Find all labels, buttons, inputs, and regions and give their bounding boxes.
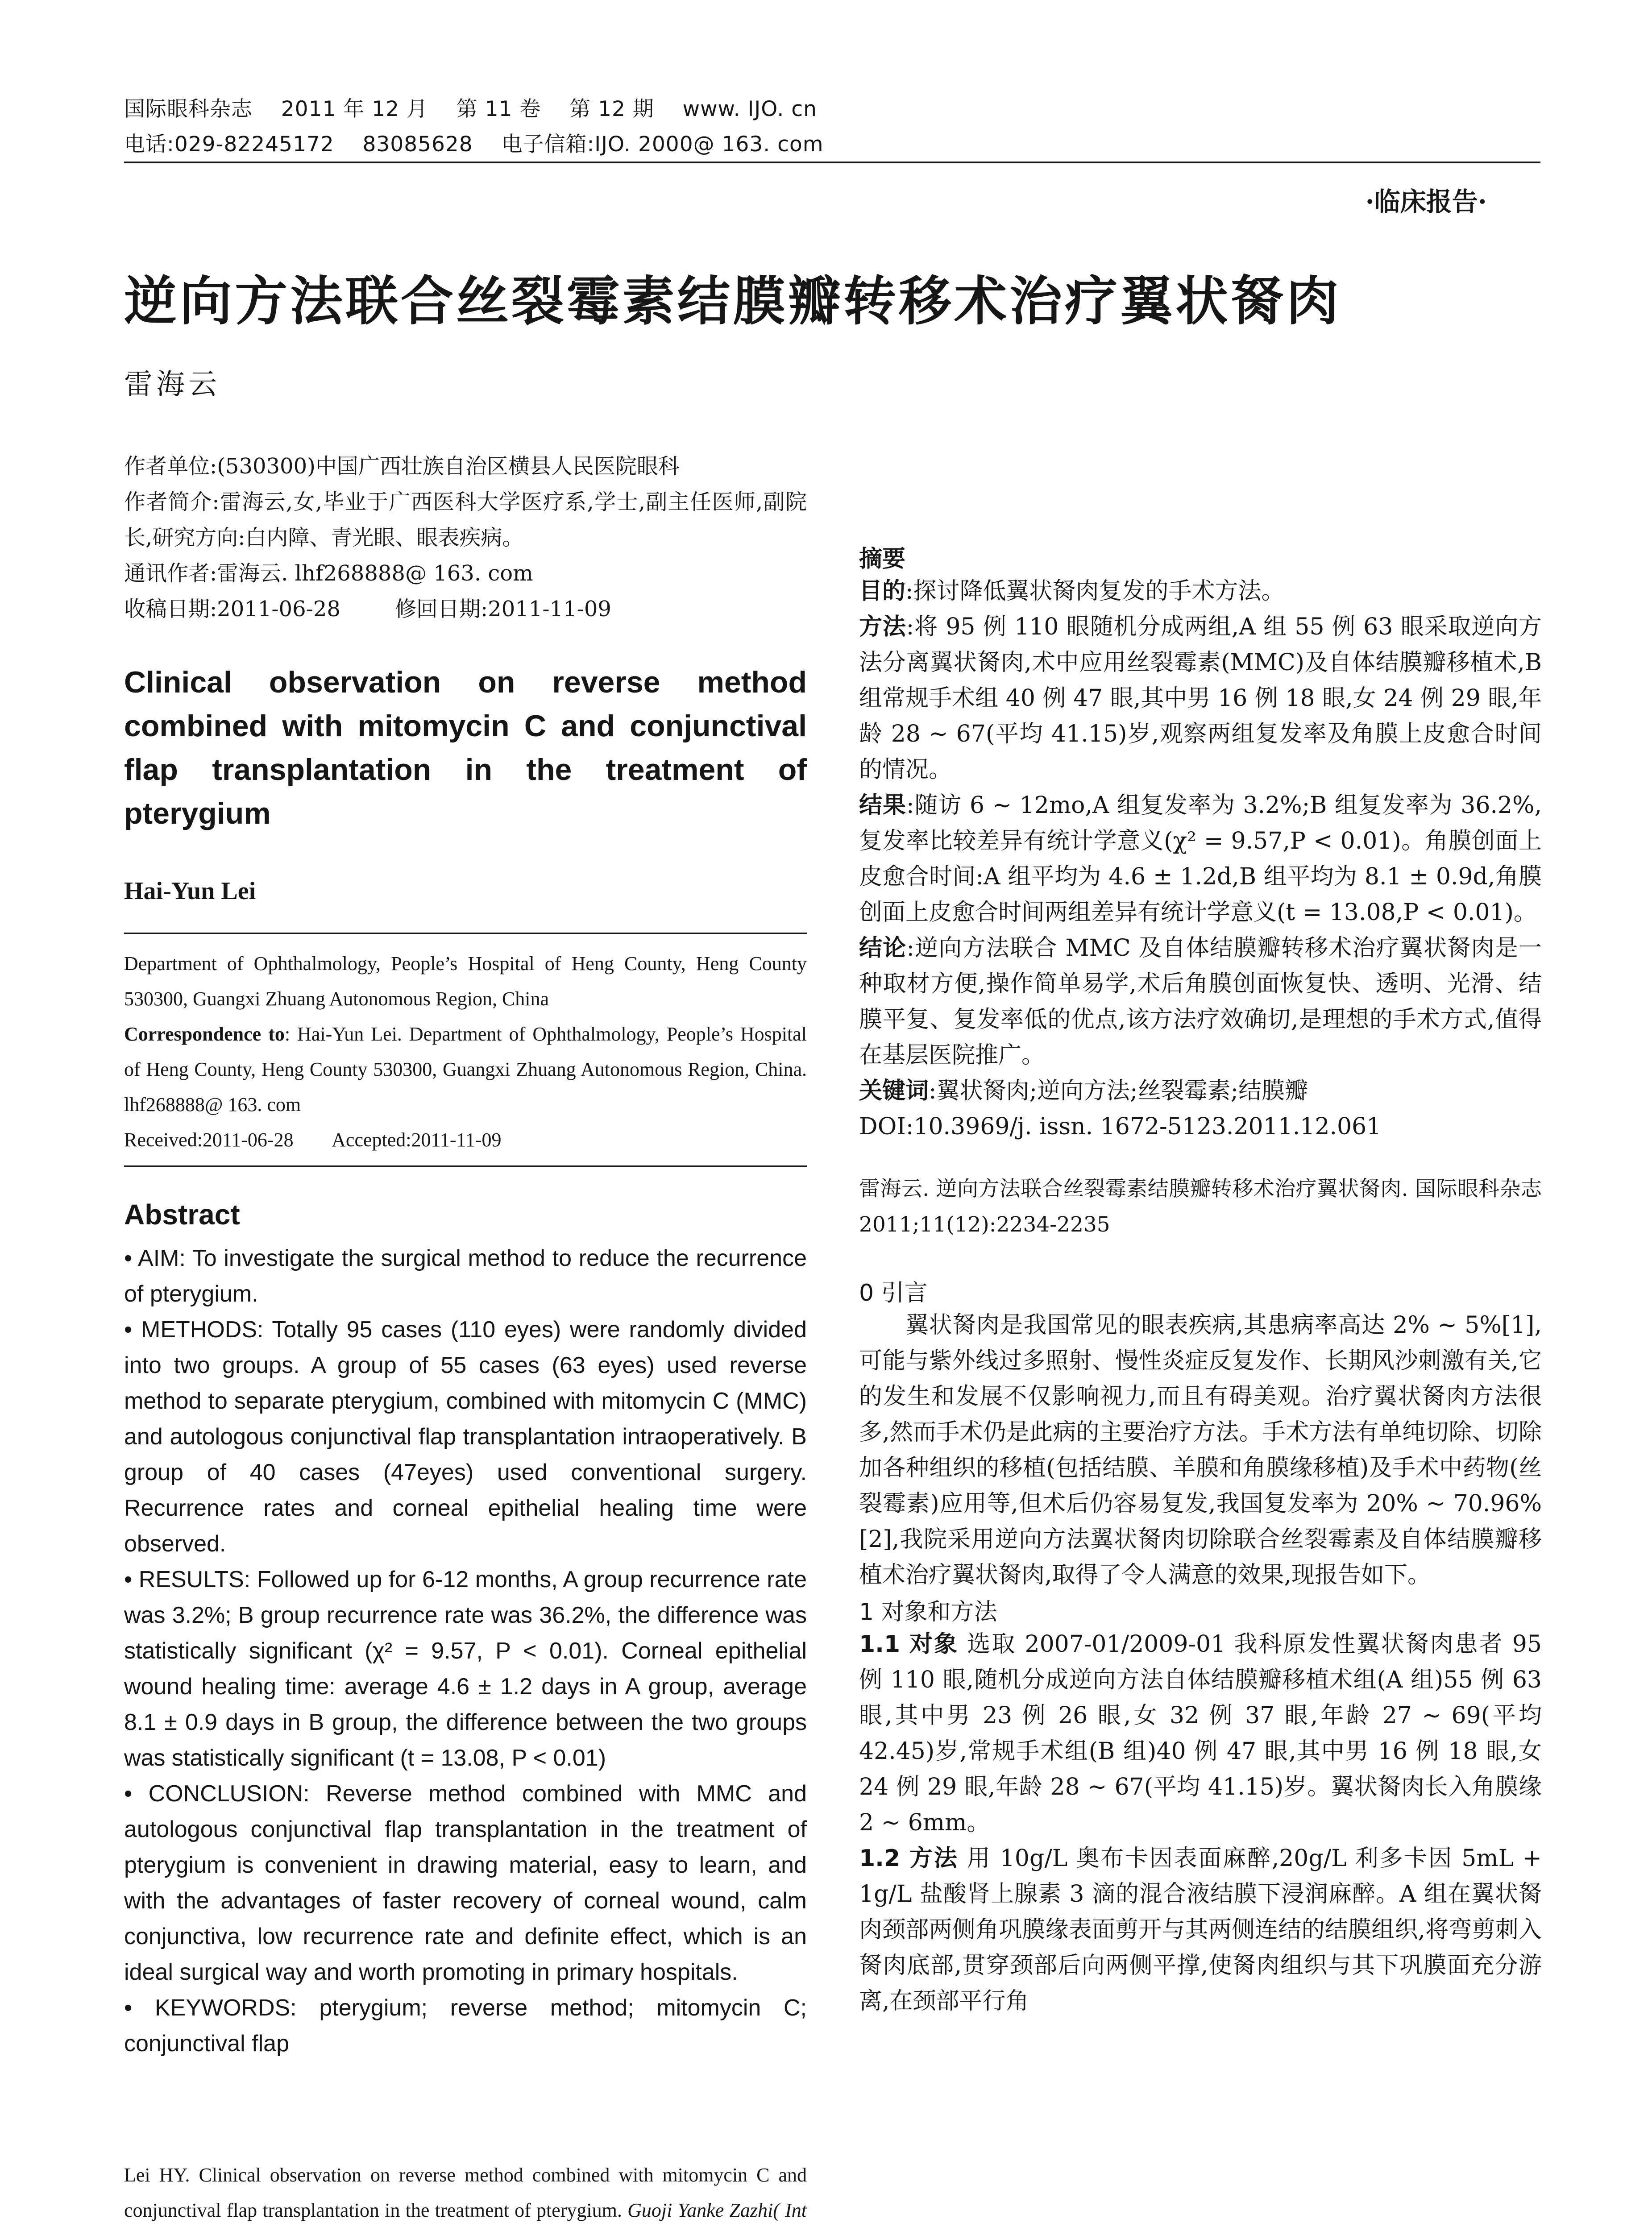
right-column	[859, 448, 1542, 2019]
citation-en-text: Lei HY. Clinical observation on reverse method combined with mitomycin C and conjunctival flap transplantation in the treatment of pterygium.	[124, 2164, 807, 2221]
header-rule	[124, 162, 1540, 163]
abstract-body-en	[124, 1240, 807, 2061]
section-tag: ·临床报告·	[1365, 187, 1487, 217]
citation-en-continued-space	[859, 448, 1542, 520]
methods-label-cn: 方法	[859, 613, 906, 640]
citation-en	[124, 2157, 807, 2231]
affil-en-dates: Received:2011-06-28 Accepted:2011-11-09	[124, 1129, 502, 1151]
aim-label-cn: 目的	[859, 577, 906, 605]
abstract-cn-aim	[859, 573, 1542, 609]
results-label-cn: 结果	[859, 792, 906, 819]
author-cn: 雷海云	[124, 368, 220, 401]
journal-header-line1: 国际眼科杂志 2011 年 12 月 第 11 卷 第 12 期 www. IJO. cn	[124, 97, 817, 121]
correspondence-text: : Hai-Yun Lei. Department of Ophthalmology, People’s Hospital of Heng County, Heng County 530300, Guangxi Zhuang Autonomous Region, China. lhf268888@ 163. com	[124, 1023, 807, 1116]
abstract-cn-results	[859, 788, 1542, 930]
conclusion-label-cn: 结论	[859, 934, 907, 962]
keywords-text-cn: :翼状胬肉;逆向方法;丝裂霉素;结膜瓣	[929, 1078, 1308, 1104]
article-title-cn: 逆向方法联合丝裂霉素结膜瓣转移术治疗翼状胬肉	[124, 270, 1342, 332]
abstract-cn-conclusion	[859, 930, 1542, 1073]
conclusion-text-cn: :逆向方法联合 MMC 及自体结膜瓣转移术治疗翼状胬肉是一种取材方便,操作简单易学,术后角膜创面恢复快、透明、光滑、结膜平复、复发率低的优点,该方法疗效确切,是理想的手术方式,值得在基层医院推广。	[859, 935, 1542, 1069]
abstract-heading-en: Abstract	[124, 1198, 240, 1231]
keywords-label-cn: 关键词	[859, 1077, 929, 1104]
abstract-results: • RESULTS: Followed up for 6-12 months, A group recurrence rate was 3.2%; B group recurrence rate was 36.2%, the difference was statistically significant (χ² = 9.57, P < 0.01). Corneal epithelial wound healing time: average 4.6 ± 1.2 days in A group, average 8.1 ± 0.9 days in B group, the difference between the two groups was statistically significant (t = 13.08, P < 0.01)	[124, 1567, 807, 1771]
author-en: Hai-Yun Lei	[124, 877, 256, 905]
procedure-label: 1.2 方法	[859, 1845, 959, 1872]
subjects-text: 选取 2007-01/2009-01 我科原发性翼状胬肉患者 95 例 110 眼,随机分成逆向方法自体结膜瓣移植术组(A 组)55 例 63 眼,其中男 23 例 26 眼,女 32 例 37 眼,年龄 27 ~ 69(平均 42.45)岁,常规手术组(B 组)40 例 47 眼,其中男 16 例 18 眼,女 24 例 29 眼,年龄 28 ~ 67(平均 41.15)岁。翼状胬肉长入角膜缘 2 ~ 6mm。	[859, 1631, 1542, 1836]
affiliation-cn	[124, 448, 807, 627]
abstract-keywords: • KEYWORDS: pterygium; reverse method; mitomycin C; conjunctival flap	[124, 1995, 807, 2057]
affil-dates: 收稿日期:2011-06-28 修回日期:2011-11-09	[124, 597, 611, 622]
affil-en-dept: Department of Ophthalmology, People’s Hospital of Heng County, Heng County 530300, Guangxi Zhuang Autonomous Region, China	[124, 953, 807, 1010]
subjects-label: 1.1 对象	[859, 1631, 959, 1658]
abstract-aim: • AIM: To investigate the surgical method to reduce the recurrence of pterygium.	[124, 1245, 807, 1307]
methods-text-cn: :将 95 例 110 眼随机分成两组,A 组 55 例 63 眼采取逆向方法分离翼状胬肉,术中应用丝裂霉素(MMC)及自体结膜瓣移植术,B 组常规手术组 40 例 47 眼,其中男 16 例 18 眼,女 24 例 29 眼,年龄 28 ~ 67(平均 41.15)岁,观察两组复发率及角膜上皮愈合时间的情况。	[859, 614, 1542, 783]
affil-rule-top	[124, 933, 807, 934]
abstract-conclusion: • CONCLUSION: Reverse method combined with MMC and autologous conjunctival flap transplantation in the treatment of pterygium is convenient in drawing material, easy to learn, and with the advantages of faster recovery of corneal wound, calm conjunctiva, low recurrence rate and definite effect, which is an ideal surgical way and worth promoting in primary hospitals.	[124, 1781, 807, 1985]
affil-bio: 作者简介:雷海云,女,毕业于广西医科大学医疗系,学士,副主任医师,副院长,研究方向:白内障、青光眼、眼表疾病。	[124, 489, 807, 550]
affil-unit: 作者单位:(530300)中国广西壮族自治区横县人民医院眼科	[124, 454, 680, 479]
intro-text: 翼状胬肉是我国常见的眼表疾病,其患病率高达 2% ~ 5%[1],可能与紫外线过多照射、慢性炎症反复发作、长期风沙刺激有关,它的发生和发展不仅影响视力,而且有碍美观。治疗翼状胬肉方法很多,然而手术仍是此病的主要治疗方法。手术方法有单纯切除、切除加各种组织的移植(包括结膜、羊膜和角膜缘移植)及手术中药物(丝裂霉素)应用等,但术后仍容易复发,我国复发率为 20% ~ 70.96%[2],我院采用逆向方法翼状胬肉切除联合丝裂霉素及自体结膜瓣移植术治疗翼状胬肉,取得了令人满意的效果,现报告如下。	[859, 1312, 1542, 1588]
affil-en-correspondence	[124, 1016, 807, 1122]
abstract-heading-cn: 摘要	[859, 546, 906, 572]
affiliation-en	[124, 946, 807, 1157]
abstract-methods: • METHODS: Totally 95 cases (110 eyes) were randomly divided into two groups. A group of 55 cases (63 eyes) used reverse method to separate pterygium, combined with mitomycin C (MMC) and autologous conjunctival flap transplantation intraoperatively. B group of 40 cases (47eyes) used conventional surgery. Recurrence rates and corneal epithelial healing time were observed.	[124, 1317, 807, 1557]
article-title-en: Clinical observation on reverse method combined with mitomycin C and conjunctival flap transplantation in the treatment of pterygium	[124, 665, 807, 830]
methods-heading: 1 对象和方法	[859, 1599, 997, 1626]
abstract-cn-keywords	[859, 1073, 1542, 1109]
affil-corresponding: 通讯作者:雷海云. lhf268888@ 163. com	[124, 561, 533, 586]
journal-header-line2: 电话:029-82245172 83085628 电子信箱:IJO. 2000@ 163. com	[124, 132, 824, 157]
citation-cn: 雷海云. 逆向方法联合丝裂霉素结膜瓣转移术治疗翼状胬肉. 国际眼科杂志 2011;11(12):2234-2235	[859, 1177, 1542, 1237]
affil-rule-bottom	[124, 1165, 807, 1167]
aim-text-cn: :探讨降低翼状胬肉复发的手术方法。	[905, 578, 1285, 605]
doi: DOI:10.3969/j. issn. 1672-5123.2011.12.061	[859, 1113, 1382, 1140]
results-text-cn: :随访 6 ~ 12mo,A 组复发率为 3.2%;B 组复发率为 36.2%,复发率比较差异有统计学意义(χ² = 9.57,P < 0.01)。角膜创面上皮愈合时间:A 组平均为 4.6 ± 1.2d,B 组平均为 8.1 ± 0.9d,角膜创面上皮愈合时间两组差异有统计学意义(t = 13.08,P < 0.01)。	[859, 792, 1542, 926]
citation-en-journal: Guoji Yanke Zazhi( Int	[627, 2199, 807, 2221]
intro-heading: 0 引言	[859, 1280, 928, 1306]
correspondence-label: Correspondence to	[124, 1023, 285, 1045]
abstract-cn-methods	[859, 609, 1542, 788]
methods-procedure	[859, 1841, 1542, 2019]
methods-subjects	[859, 1626, 1542, 1841]
procedure-text: 用 10g/L 奥布卡因表面麻醉,20g/L 利多卡因 5mL + 1g/L 盐酸肾上腺素 3 滴的混合液结膜下浸润麻醉。A 组在翼状胬肉颈部两侧角巩膜缘表面剪开与其两侧连结的结膜组织,将弯剪刺入胬肉底部,贯穿颈部后向两侧平撑,使胬肉组织与其下巩膜面充分游离,在颈部平行角	[859, 1845, 1542, 2015]
